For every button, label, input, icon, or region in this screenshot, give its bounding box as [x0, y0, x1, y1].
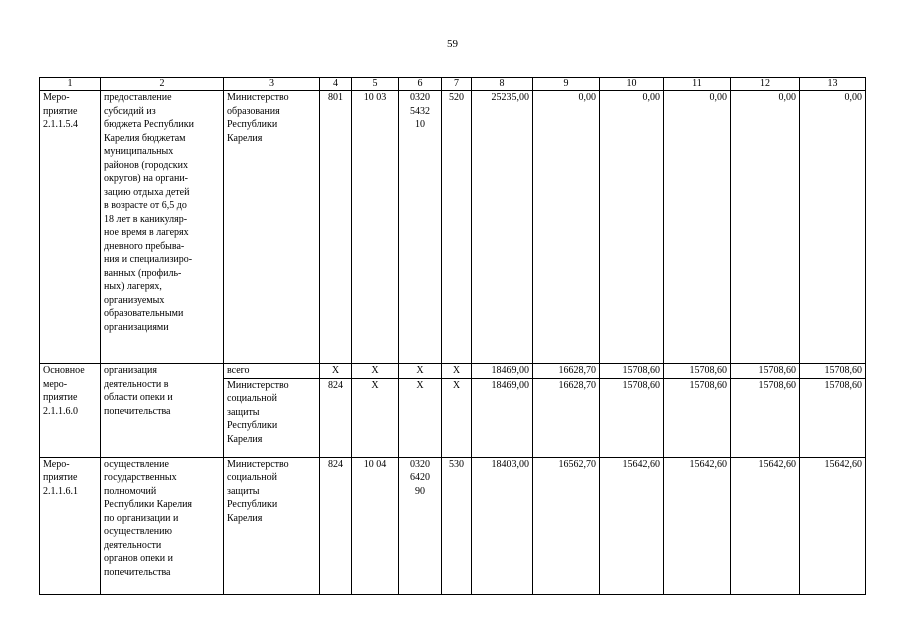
amount-cell: 15708,60 — [664, 378, 731, 457]
amount-cell: 18403,00 — [472, 457, 533, 594]
header-cell: 13 — [800, 78, 866, 91]
header-cell: 7 — [442, 78, 472, 91]
amount-cell: 0,00 — [533, 91, 600, 364]
executor: Министерство социальной защиты Республики Карелия — [224, 457, 320, 594]
grbs-code: 824 — [320, 378, 352, 457]
amount-cell: 15708,60 — [664, 364, 731, 379]
budget-table — [39, 77, 866, 595]
amount-cell: 18469,00 — [472, 378, 533, 457]
amount-cell: 0,00 — [600, 91, 664, 364]
header-cell: 6 — [399, 78, 442, 91]
amount-cell: 16628,70 — [533, 378, 600, 457]
header-cell: 3 — [224, 78, 320, 91]
expense-type: Х — [442, 378, 472, 457]
target-article: Х — [399, 378, 442, 457]
measure-code: Основное меро- приятие 2.1.1.6.0 — [40, 364, 101, 458]
header-cell: 11 — [664, 78, 731, 91]
table-row — [40, 457, 866, 594]
section-code: Х — [352, 364, 399, 379]
amount-cell: 25235,00 — [472, 91, 533, 364]
measure-name: предоставление субсидий из бюджета Республики Карелия бюджетам муниципальных районов (городских округов) на органи- зацию отдыха детей в возрасте от 6,5 до 18 лет в каникуляр- ное время в лагерях дневного пребыва- ния и специализиро- ванных (профиль- ных) лагерях, организуемых образовательными организациями — [101, 91, 224, 364]
section-code: 10 04 — [352, 457, 399, 594]
section-code: Х — [352, 378, 399, 457]
table-row — [40, 364, 866, 379]
amount-cell: 15708,60 — [731, 364, 800, 379]
header-cell: 2 — [101, 78, 224, 91]
measure-code: Меро- приятие 2.1.1.5.4 — [40, 91, 101, 364]
amount-cell: 15708,60 — [731, 378, 800, 457]
header-cell: 4 — [320, 78, 352, 91]
expense-type: 530 — [442, 457, 472, 594]
grbs-code: Х — [320, 364, 352, 379]
amount-cell: 0,00 — [731, 91, 800, 364]
amount-cell: 18469,00 — [472, 364, 533, 379]
target-article: Х — [399, 364, 442, 379]
target-article: 0320 6420 90 — [399, 457, 442, 594]
amount-cell: 15708,60 — [600, 378, 664, 457]
amount-cell: 16628,70 — [533, 364, 600, 379]
grbs-code: 801 — [320, 91, 352, 364]
table-header-row — [40, 78, 866, 91]
measure-name: осуществление государственных полномочий Республики Карелия по организации и осуществлению деятельности органов опеки и попечительства — [101, 457, 224, 594]
header-cell: 1 — [40, 78, 101, 91]
page-number: 59 — [447, 38, 458, 50]
header-cell: 9 — [533, 78, 600, 91]
amount-cell: 15642,60 — [731, 457, 800, 594]
expense-type: 520 — [442, 91, 472, 364]
executor: Министерство образования Республики Карелия — [224, 91, 320, 364]
amount-cell: 15642,60 — [600, 457, 664, 594]
target-article: 0320 5432 10 — [399, 91, 442, 364]
table-row — [40, 91, 866, 364]
expense-type: Х — [442, 364, 472, 379]
header-cell: 5 — [352, 78, 399, 91]
amount-cell: 15642,60 — [800, 457, 866, 594]
amount-cell: 16562,70 — [533, 457, 600, 594]
executor: Министерство социальной защиты Республики Карелия — [224, 378, 320, 457]
section-code: 10 03 — [352, 91, 399, 364]
measure-name: организация деятельности в области опеки и попечительства — [101, 364, 224, 458]
amount-cell: 0,00 — [664, 91, 731, 364]
header-cell: 10 — [600, 78, 664, 91]
amount-cell: 15708,60 — [800, 378, 866, 457]
amount-cell: 0,00 — [800, 91, 866, 364]
amount-cell: 15642,60 — [664, 457, 731, 594]
grbs-code: 824 — [320, 457, 352, 594]
header-cell: 12 — [731, 78, 800, 91]
amount-cell: 15708,60 — [600, 364, 664, 379]
header-cell: 8 — [472, 78, 533, 91]
executor: всего — [224, 364, 320, 379]
measure-code: Меро- приятие 2.1.1.6.1 — [40, 457, 101, 594]
amount-cell: 15708,60 — [800, 364, 866, 379]
